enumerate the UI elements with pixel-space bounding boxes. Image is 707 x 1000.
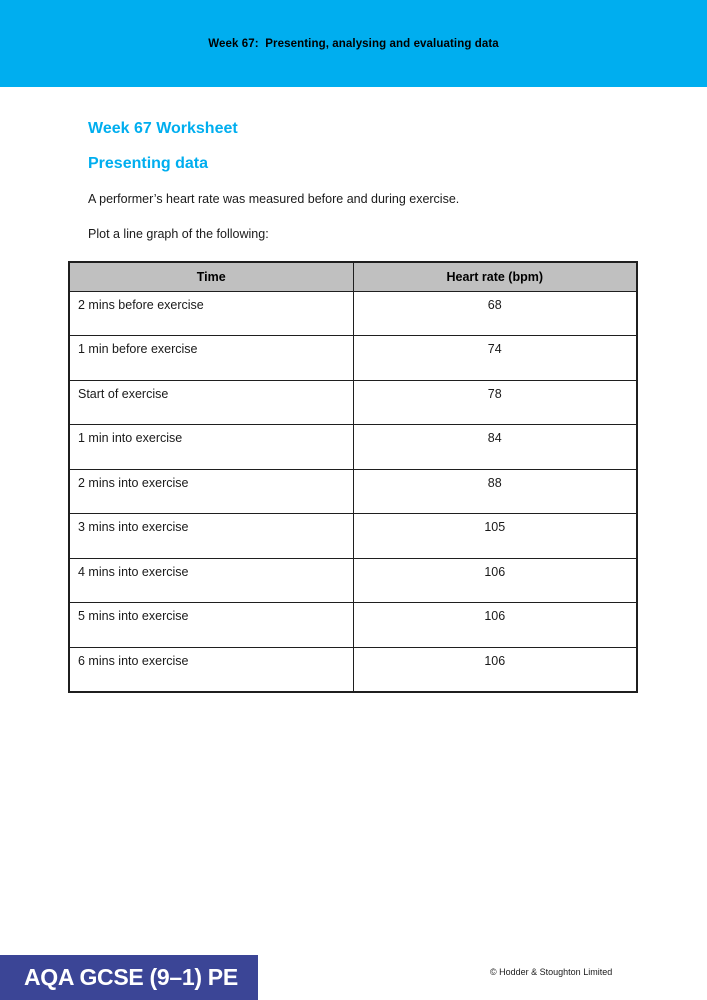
time-cell: 4 mins into exercise bbox=[69, 558, 353, 603]
table-body bbox=[69, 291, 637, 692]
heart-rate-cell: 84 bbox=[353, 425, 637, 470]
badge-label: AQA GCSE (9–1) PE bbox=[24, 964, 238, 990]
section-subtitle: Presenting data bbox=[88, 155, 209, 172]
table-row bbox=[69, 647, 637, 692]
heart-rate-cell: 106 bbox=[353, 558, 637, 603]
heart-rate-cell: 74 bbox=[353, 336, 637, 381]
copyright-text: © Hodder & Stoughton Limited bbox=[490, 967, 613, 977]
heart-rate-table bbox=[68, 261, 638, 693]
time-cell: 2 mins before exercise bbox=[69, 291, 353, 336]
heart-rate-cell: 106 bbox=[353, 603, 637, 648]
column-header-time: Time bbox=[69, 262, 353, 291]
table-row bbox=[69, 380, 637, 425]
header-title: Week 67: Presenting, analysing and evaluating data bbox=[208, 37, 499, 50]
time-cell: 1 min before exercise bbox=[69, 336, 353, 381]
table-row bbox=[69, 603, 637, 648]
table-row bbox=[69, 291, 637, 336]
aqa-gcse-pe-badge bbox=[0, 955, 258, 1000]
intro-text: A performer’s heart rate was measured before and during exercise. bbox=[88, 192, 460, 206]
table-header-row bbox=[69, 262, 637, 291]
time-cell: 3 mins into exercise bbox=[69, 514, 353, 559]
worksheet-content bbox=[0, 87, 707, 693]
time-cell: 6 mins into exercise bbox=[69, 647, 353, 692]
page-title: Week 67 Worksheet bbox=[88, 120, 238, 137]
table-row bbox=[69, 425, 637, 470]
time-cell: 1 min into exercise bbox=[69, 425, 353, 470]
time-cell: 2 mins into exercise bbox=[69, 469, 353, 514]
table-row bbox=[69, 469, 637, 514]
column-header-heart-rate: Heart rate (bpm) bbox=[353, 262, 637, 291]
table-row bbox=[69, 514, 637, 559]
time-cell: Start of exercise bbox=[69, 380, 353, 425]
page-header-bar bbox=[0, 0, 707, 87]
heart-rate-cell: 106 bbox=[353, 647, 637, 692]
heart-rate-cell: 105 bbox=[353, 514, 637, 559]
table-row bbox=[69, 336, 637, 381]
heart-rate-cell: 78 bbox=[353, 380, 637, 425]
instruction-text: Plot a line graph of the following: bbox=[88, 227, 269, 241]
table-row bbox=[69, 558, 637, 603]
heart-rate-cell: 88 bbox=[353, 469, 637, 514]
time-cell: 5 mins into exercise bbox=[69, 603, 353, 648]
heart-rate-cell: 68 bbox=[353, 291, 637, 336]
